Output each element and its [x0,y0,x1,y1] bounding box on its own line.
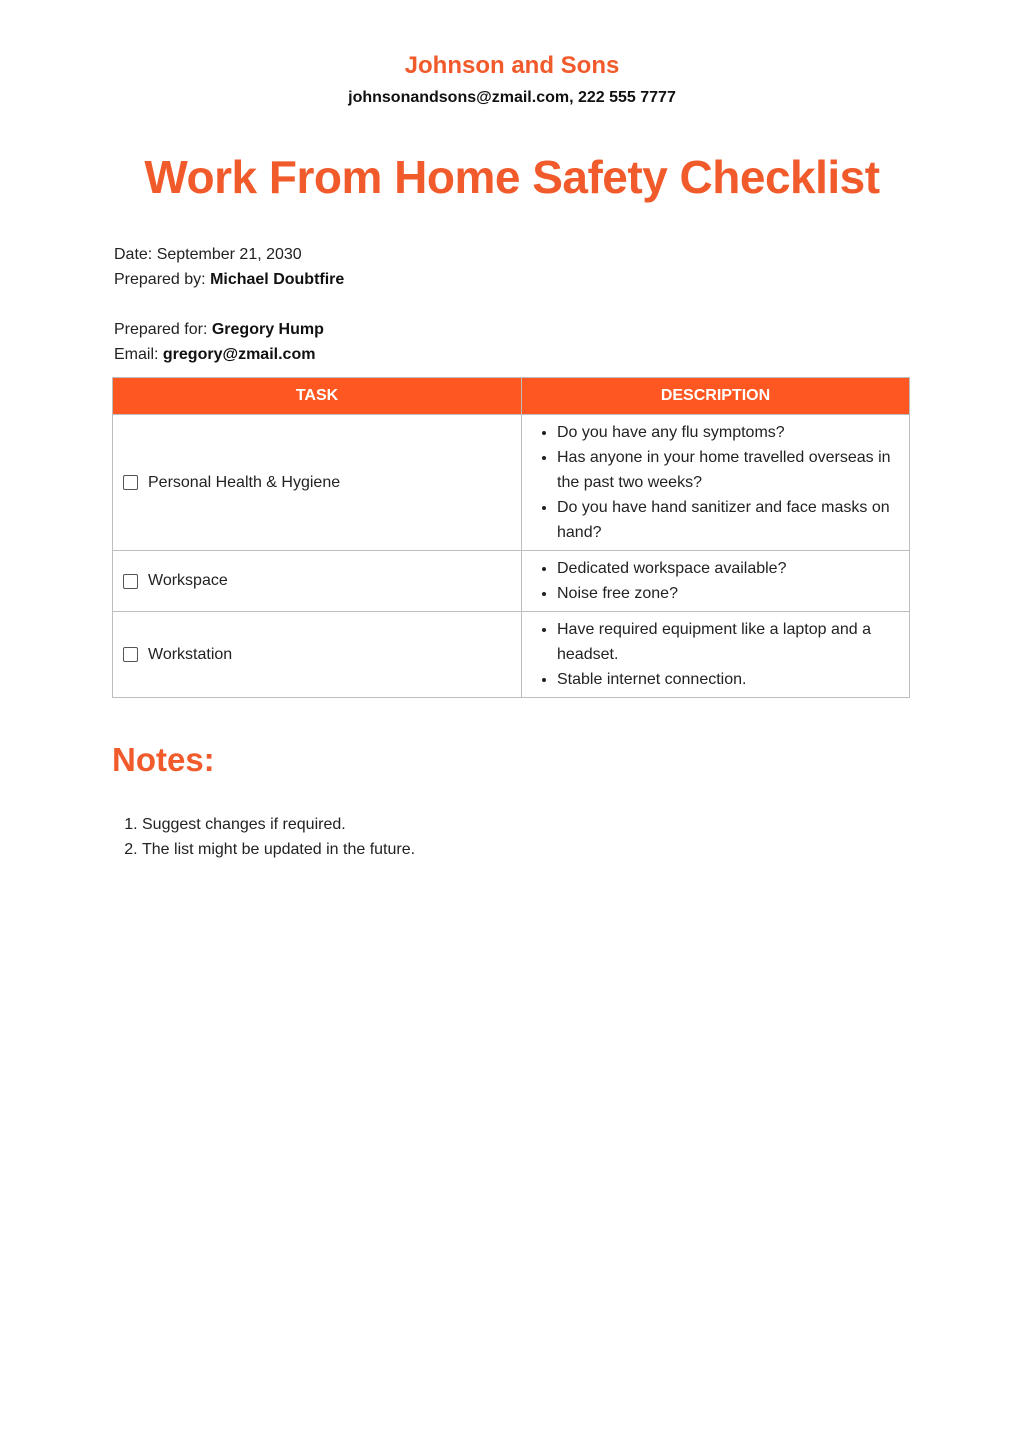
column-header-task: TASK [113,378,522,415]
table-row [113,612,910,698]
table-header-row [113,378,910,415]
task-label: Workspace [148,572,228,589]
prepared-by-label: Prepared by: [114,271,206,288]
list-item: • Have required equipment like a laptop and a headset. [557,617,903,667]
table-row [113,415,910,551]
description-cell [522,612,910,698]
list-item: 1. Suggest changes if required. [142,812,415,837]
column-header-description: DESCRIPTION [522,378,910,415]
description-cell [522,415,910,551]
list-item: • Dedicated workspace available? [557,556,903,581]
task-label: Personal Health & Hygiene [148,473,341,491]
document-meta-recipient [114,317,324,367]
company-name: Johnson and Sons [404,52,620,79]
description-list [522,551,909,611]
prepared-for-label: Prepared for: [114,321,208,338]
task-cell [113,612,522,698]
task-checkbox[interactable] [123,647,138,662]
email-label: Email: [114,346,159,363]
notes-heading: Notes: [112,741,215,778]
date-value: September 21, 2030 [156,246,302,263]
email-value: gregory@zmail.com [162,346,316,363]
task-cell [113,551,522,612]
table-row [113,551,910,612]
task-checkbox[interactable] [123,475,138,490]
list-item: • Do you have hand sanitizer and face masks on hand? [557,495,903,545]
list-item: 2. The list might be updated in the future. [142,837,415,862]
list-item: • Do you have any flu symptoms? [557,420,903,445]
date-label: Date: [114,246,153,263]
task-cell [113,415,522,551]
prepared-for-value: Gregory Hump [211,321,324,338]
page-title: Work From Home Safety Checklist [144,151,880,203]
prepared-by-value: Michael Doubtfire [210,271,345,288]
task-checkbox[interactable] [123,574,138,589]
email-line [114,342,324,367]
document-meta-prepared [114,242,344,292]
list-item: • Noise free zone? [557,581,903,606]
list-item: • Has anyone in your home travelled overseas in the past two weeks? [557,445,903,495]
date-line [114,242,344,267]
company-contact: johnsonandsons@zmail.com, 222 555 7777 [348,89,676,106]
checklist-table [112,377,910,698]
description-list [522,612,909,697]
description-cell [522,551,910,612]
prepared-by-line [114,267,344,292]
task-label: Workstation [148,645,233,663]
description-list [522,415,909,550]
notes-list [112,812,415,862]
prepared-for-line [114,317,324,342]
list-item: • Stable internet connection. [557,667,903,692]
